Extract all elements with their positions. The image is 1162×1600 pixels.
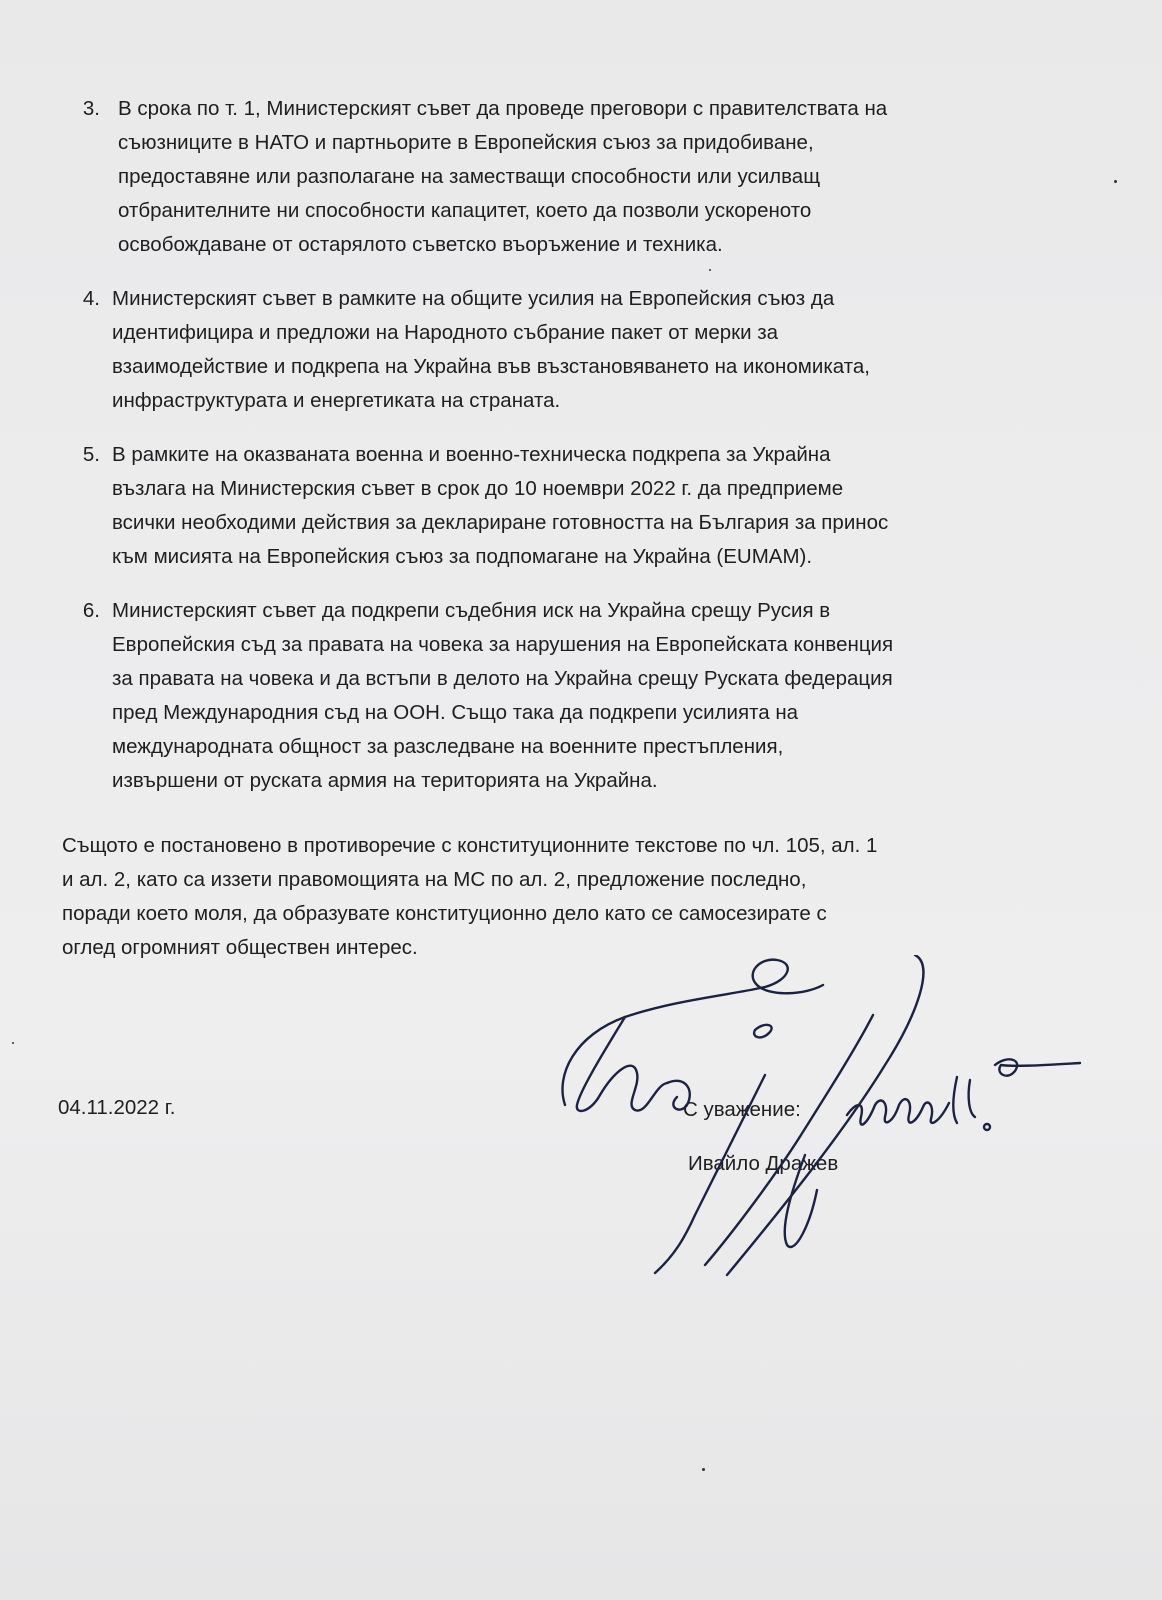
text-line: Европейския съд за правата на човека за нарушения на Европейската конвенция xyxy=(112,633,894,656)
list-item-number: 3. xyxy=(82,97,100,120)
text-line: към мисията на Европейския съюз за подпомагане на Украйна (EUMAM). xyxy=(112,545,813,568)
list-item-text xyxy=(118,92,887,262)
text-line: Същото е постановено в противоречие с конституционните текстове по чл. 105, ал. 1 xyxy=(62,834,878,857)
paper-speck xyxy=(1114,180,1117,183)
list-item-text xyxy=(112,594,893,798)
text-line: освобождаване от остарялото съветско въоръжение и техника. xyxy=(118,233,723,256)
list-item-number: 6. xyxy=(82,599,100,622)
paper-speck xyxy=(702,1468,705,1471)
text-line: за правата на човека и да встъпи в делото на Украйна срещу Руската федерация xyxy=(112,667,893,690)
text-line: възлага на Министерския съвет в срок до 10 ноември 2022 г. да предприеме xyxy=(112,477,844,500)
text-line: Министерският съвет в рамките на общите усилия на Европейския съюз да xyxy=(112,287,835,310)
salutation: С уважение: xyxy=(683,1098,801,1121)
text-line: отбранителните ни способности капацитет, което да позволи ускореното xyxy=(118,199,812,222)
text-line: съюзниците в НАТО и партньорите в Европейския съюз за придобиване, xyxy=(118,131,814,154)
text-line: всички необходими действия за деклариране готовността на България за принос xyxy=(112,511,889,534)
closing-paragraph xyxy=(62,829,877,965)
text-line: Министерският съвет да подкрепи съдебния иск на Украйна срещу Русия в xyxy=(112,599,831,622)
paper-speck xyxy=(12,1042,14,1044)
text-line: идентифицира и предложи на Народното събрание пакет от мерки за xyxy=(112,321,779,344)
list-item-number: 4. xyxy=(82,287,100,310)
signer-name: Ивайло Дражев xyxy=(688,1152,839,1175)
paper-speck xyxy=(709,269,711,271)
text-line: оглед огромният обществен интерес. xyxy=(62,936,418,959)
text-line: пред Международния съд на ООН. Също така да подкрепи усилията на xyxy=(112,701,799,724)
text-line: поради което моля, да образувате конституционно дело като се самосезирате с xyxy=(62,902,827,925)
text-line: извършени от руската армия на територията на Украйна. xyxy=(112,769,658,792)
text-line: и ал. 2, като са иззети правомощията на МС по ал. 2, предложение последно, xyxy=(62,868,807,891)
text-line: взаимодействие и подкрепа на Украйна във възстановяването на икономиката, xyxy=(112,355,870,378)
list-item-text xyxy=(112,438,888,574)
document-date: 04.11.2022 г. xyxy=(58,1096,176,1119)
text-line: В срока по т. 1, Министерският съвет да проведе преговори с правителствата на xyxy=(118,97,888,120)
list-item-number: 5. xyxy=(82,443,100,466)
text-line: международната общност за разследване на военните престъпления, xyxy=(112,735,784,758)
handwritten-signature xyxy=(555,955,1095,1305)
text-line: предоставяне или разполагане на заместващи способности или усилващ xyxy=(118,165,821,188)
text-line: инфраструктурата и енергетиката на страната. xyxy=(112,389,561,412)
list-item-text xyxy=(112,282,870,418)
text-line: В рамките на оказваната военна и военно-техническа подкрепа за Украйна xyxy=(112,443,831,466)
